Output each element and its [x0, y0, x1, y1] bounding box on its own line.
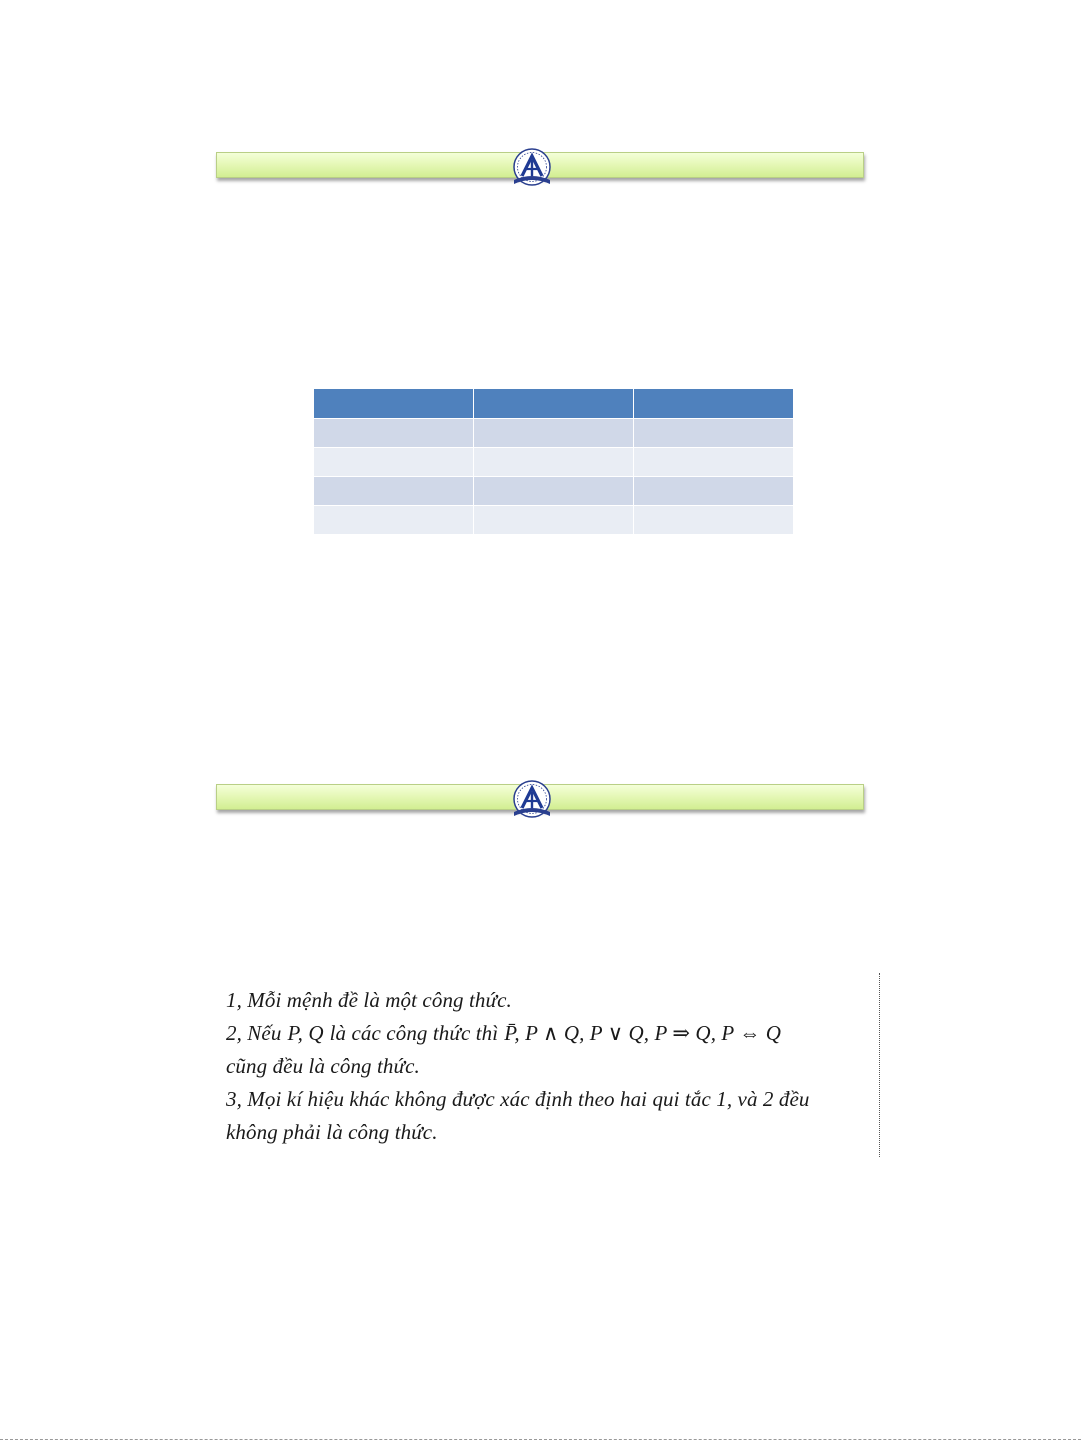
page-bottom-rule — [0, 1439, 1081, 1440]
rule-line-2-formulas: P̄, P ∧ Q, P ∨ Q, P ⇒ Q, P ⇔ Q — [504, 1021, 782, 1045]
data-table — [314, 389, 793, 534]
rule-line-4: 3, Mọi kí hiệu khác không được xác định theo hai qui tắc 1, và 2 đều — [226, 1087, 810, 1111]
rule-line-2-mid: là các công thức thì — [329, 1021, 499, 1045]
table-header-cell — [633, 389, 793, 419]
university-logo-icon — [510, 780, 554, 820]
table-cell — [314, 419, 474, 448]
table-cell — [633, 448, 793, 477]
table-row — [314, 506, 793, 535]
table-header-cell — [474, 389, 634, 419]
table-header-row — [314, 389, 793, 419]
table-cell — [474, 506, 634, 535]
table-cell — [633, 506, 793, 535]
rule-line-2-vars: P, Q — [287, 1021, 324, 1045]
table-cell — [633, 419, 793, 448]
table-header-cell — [314, 389, 474, 419]
rule-line-5: không phải là công thức. — [226, 1120, 438, 1144]
table-cell — [474, 419, 634, 448]
university-logo-icon — [510, 148, 554, 188]
table-cell — [314, 448, 474, 477]
rule-line-3: cũng đều là công thức. — [226, 1054, 420, 1078]
rule-line-1: 1, Mỗi mệnh đề là một công thức. — [226, 988, 512, 1012]
rule-line-2-prefix: 2, Nếu — [226, 1021, 282, 1045]
table-row — [314, 419, 793, 448]
table-row — [314, 477, 793, 506]
table-cell — [474, 477, 634, 506]
table-cell — [633, 477, 793, 506]
rule-line-2 — [226, 1017, 882, 1050]
table-cell — [314, 477, 474, 506]
table-row — [314, 448, 793, 477]
table-cell — [474, 448, 634, 477]
formula-rules-block — [226, 984, 882, 1149]
table-cell — [314, 506, 474, 535]
dotted-border — [879, 973, 880, 1157]
